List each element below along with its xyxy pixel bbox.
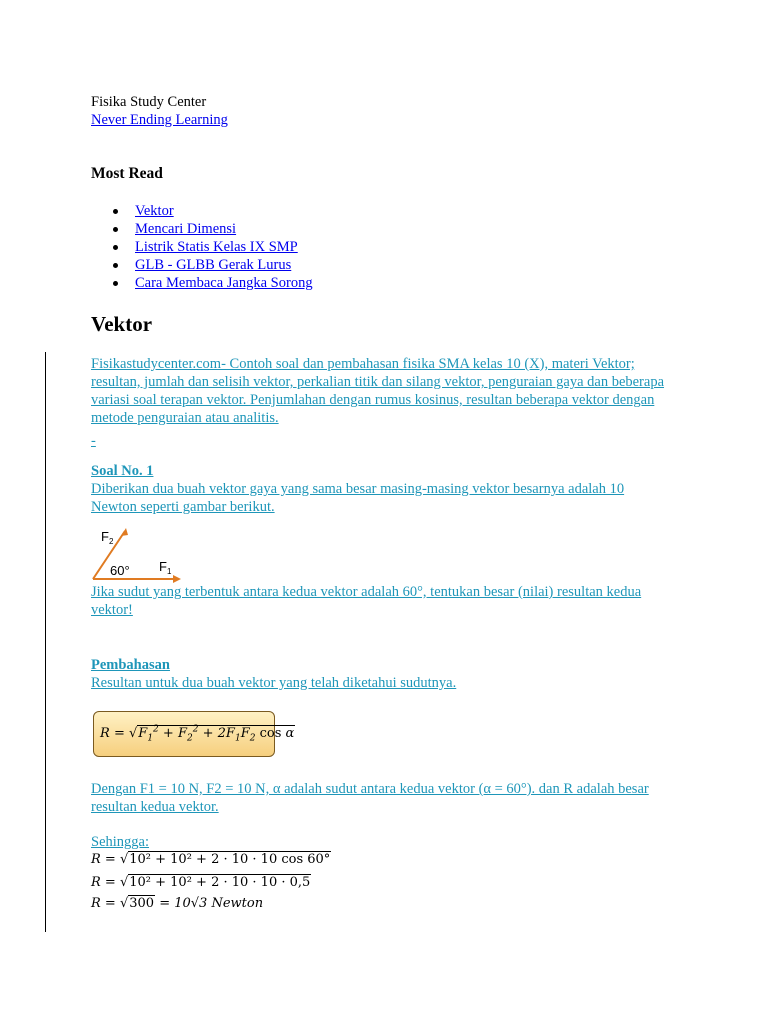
article-title: Vektor <box>91 312 153 336</box>
site-tagline-link[interactable]: Never Ending Learning <box>91 112 228 128</box>
article-intro-link[interactable]: Fisikastudycenter.com- Contoh soal dan pembahasan fisika SMA kelas 10 (X), materi Vektor; resultan, jumlah dan selisih vektor, perkalian titik dan silang vektor, penguraian gaya dan beberapa variasi soal terapan vektor. Penjumlahan dengan rumus kosinus, resultan beberapa vektor dengan metode penguraian atau analitis. <box>91 356 665 426</box>
calc-3-radicand: 300 <box>129 896 155 911</box>
most-read-link-listrik-statis[interactable]: Listrik Statis Kelas IX SMP <box>135 239 298 255</box>
therefore-label[interactable]: Sehingga: <box>91 834 149 850</box>
calc-line-1: R = √10² + 10² + 2 · 10 · 10 cos 60° <box>91 852 331 867</box>
solution-text[interactable]: Resultan untuk dua buah vektor yang telah diketahui sudutnya. <box>91 675 457 691</box>
question-1-text[interactable]: Diberikan dua buah vektor gaya yang sama besar masing-masing vektor besarnya adalah 10 Newton seperti gambar berikut. <box>91 481 625 515</box>
f2-label: $F_2$ <box>101 529 114 546</box>
vector-diagram <box>88 524 188 584</box>
list-item <box>91 220 313 238</box>
list-item <box>91 274 313 292</box>
solution-heading[interactable]: Pembahasan <box>91 657 170 673</box>
most-read-link-glb-glbb[interactable]: GLB - GLBB Gerak Lurus <box>135 257 292 273</box>
question-1-prompt[interactable]: Jika sudut yang terbentuk antara kedua vektor adalah 60°, tentukan besar (nilai) resultan kedua vektor! <box>91 584 642 618</box>
resultant-formula: $R = √F_1^2 + F_2^2 + 2F_1F_2$ cos α <box>100 724 295 744</box>
formula-radicand: $F_1^2 + F_2^2 + 2F_1F_2$ cos α <box>138 724 295 744</box>
f1-label: $F_1$ <box>159 559 172 576</box>
list-item <box>91 238 313 256</box>
list-item <box>91 256 313 274</box>
most-read-heading: Most Read <box>91 165 163 182</box>
most-read-list <box>91 202 313 292</box>
given-values-text[interactable]: Dengan F1 = 10 N, F2 = 10 N, α adalah sudut antara kedua vektor (α = 60°). dan R adalah besar resultan kedua vektor. <box>91 781 649 815</box>
calc-2-radicand: 10² + 10² + 2 · 10 · 10 · 0,5 <box>129 875 311 890</box>
vector-f2-arrowhead <box>121 528 128 536</box>
resultant-formula-box <box>93 711 295 757</box>
calc-1-radicand: 10² + 10² + 2 · 10 · 10 cos 60° <box>129 852 331 867</box>
angle-label: 60° <box>110 563 130 578</box>
most-read-link-vektor[interactable]: Vektor <box>135 203 174 219</box>
calc-line-3: R = √300 = 10√3 Newton <box>91 896 264 911</box>
vector-f1-arrowhead <box>173 575 181 583</box>
dash-link[interactable]: - <box>91 433 96 449</box>
list-item <box>91 202 313 220</box>
site-title: Fisika Study Center <box>91 94 207 110</box>
question-1-heading[interactable]: Soal No. 1 <box>91 463 154 479</box>
calc-line-2: R = √10² + 10² + 2 · 10 · 10 · 0,5 <box>91 875 311 890</box>
left-margin-rule <box>45 352 46 932</box>
most-read-link-mencari-dimensi[interactable]: Mencari Dimensi <box>135 221 237 237</box>
most-read-link-jangka-sorong[interactable]: Cara Membaca Jangka Sorong <box>135 275 313 291</box>
